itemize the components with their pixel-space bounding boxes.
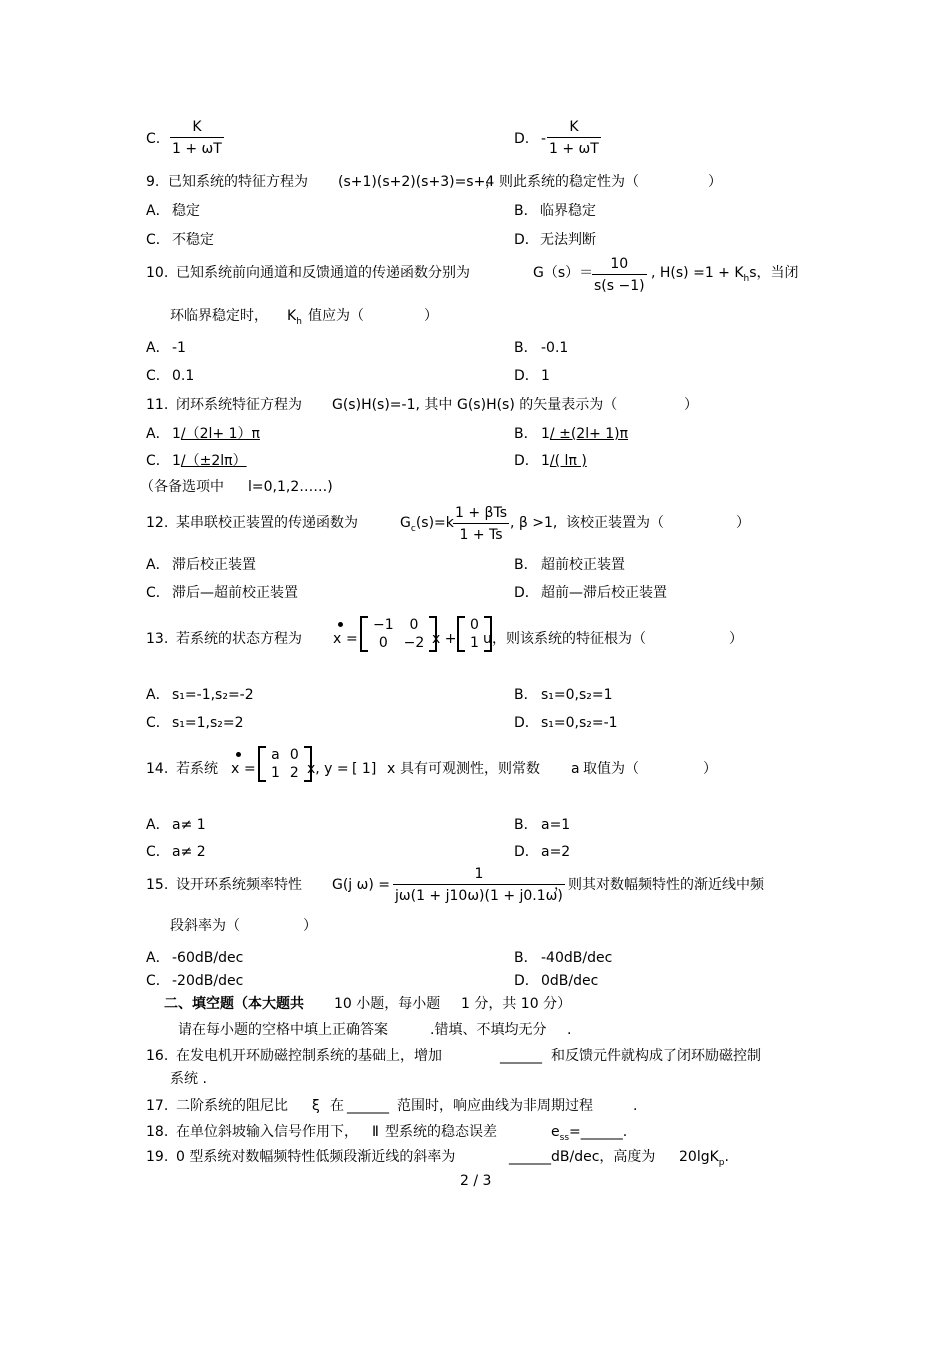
q12-opt-b-text: 超前校正装置 [541, 557, 625, 573]
q12-gc: $G_c(s)=k$ [400, 515, 454, 534]
q13-x: x [333, 631, 342, 647]
q10-opt-c-text: 0.1 [172, 368, 195, 384]
q13-opt-d-text: s₁=0,s₂=-1 [541, 715, 618, 731]
q14-a: a [571, 761, 580, 777]
q15-number: 15. [146, 877, 169, 893]
q16-blank: ______ [500, 1048, 542, 1064]
q11-stem: 闭环系统特征方程为 [176, 397, 302, 413]
q12-condition: , β >1, [510, 515, 558, 531]
q17-number: 17. [146, 1098, 169, 1114]
q13-paren-close: ） [729, 631, 743, 647]
q14-opt-a-label: A． [146, 817, 170, 833]
q11-opt-b-text: 1/ ±(2l+ 1)π [541, 426, 629, 442]
q17-end: . [633, 1098, 638, 1114]
q14-stem-tail: 取值为（ [583, 761, 639, 777]
page-number: 2 / 3 [460, 1173, 492, 1189]
q11-equation: G(s)H(s)=-1, 其中 [332, 397, 453, 413]
q12-opt-a-text: 滞后校正装置 [172, 557, 256, 573]
q14-opt-d-label: D． [514, 844, 539, 860]
q10-opt-a-label: A． [146, 340, 170, 356]
q16-stem-tail: 和反馈元件就构成了闭环励磁控制 [551, 1048, 761, 1064]
q14-x: x [231, 761, 240, 777]
q8-opt-c-denominator: 1 + ωT [170, 137, 224, 157]
q13-opt-c-label: C． [146, 715, 170, 731]
q11-opt-a-label: A． [146, 426, 170, 442]
q9-opt-b-label: B． [514, 203, 538, 219]
section2-title: 二、填空题（本大题共 [164, 996, 304, 1012]
q9-opt-c-label: C． [146, 232, 170, 248]
q19-stem: 0 型系统对数幅频特性低频段渐近线的斜率为 [176, 1149, 456, 1165]
q10-opt-b-label: B． [514, 340, 538, 356]
q9-opt-d-text: 无法判断 [540, 232, 596, 248]
q15-line2: 段斜率为（ [170, 918, 240, 934]
q10-opt-d-label: D． [514, 368, 539, 384]
q18-roman: Ⅱ [372, 1124, 379, 1140]
q15-denominator: jω(1 + j10ω)(1 + j0.1ω) [393, 884, 565, 904]
q13-matrix-a: −1 0 0 −2 [360, 616, 437, 652]
q10-g-fraction [592, 256, 647, 294]
q13-opt-c-text: s₁=1,s₂=2 [172, 715, 244, 731]
q17-stem: 二阶系统的阻尼比 [176, 1098, 288, 1114]
q13-opt-a-label: A． [146, 687, 170, 703]
q10-g-lhs: G（s）＝ [533, 265, 594, 281]
q12-paren-close: ） [736, 515, 750, 531]
q11-opt-c-text: 1/（±2lπ） [172, 453, 247, 469]
q8-opt-c-label: C. [146, 131, 161, 147]
q15-opt-a-text: -60dB/dec [172, 950, 244, 966]
q10-g-numerator: 10 [610, 256, 629, 272]
q11-opt-a-text: 1/（2l+ 1）π [172, 426, 260, 442]
q10-opt-c-label: C． [146, 368, 170, 384]
q8-opt-d-denominator: 1 + ωT [547, 137, 601, 157]
q12-stem: 某串联校正装置的传递函数为 [176, 515, 358, 531]
q8-opt-c-numerator: K [192, 119, 202, 135]
q9-stem-tail: ，则此系统的稳定性为（ [485, 174, 639, 190]
q19-number: 19. [146, 1149, 169, 1165]
q15-opt-c-label: C． [146, 973, 170, 989]
q10-h-part: , $H(s) =1 + K_hs$，当闭 [651, 265, 799, 284]
q14-opt-a-text: a≠ 1 [172, 817, 206, 833]
q17-in: 在 [330, 1098, 344, 1114]
q12-numerator: 1 + βTs [455, 505, 508, 521]
q13-x-plus: x + [432, 631, 457, 647]
q14-opt-c-text: a≠ 2 [172, 844, 206, 860]
q16-line2: 系统 . [170, 1071, 207, 1087]
q15-opt-c-text: -20dB/dec [172, 973, 244, 989]
q11-opt-c-label: C． [146, 453, 170, 469]
q18-ess: $e_{ss}=\_\_\_\_\_\_$. [551, 1124, 628, 1143]
q11-number: 11. [146, 397, 169, 413]
section2-instructions-end: . [567, 1022, 572, 1038]
q12-opt-c-label: C． [146, 585, 170, 601]
q15-numerator: 1 [474, 866, 484, 882]
q16-stem: 在发电机开环励磁控制系统的基础上，增加 [176, 1048, 442, 1064]
q14-paren-close: ） [703, 761, 717, 777]
q8-opt-d-numerator: K [569, 119, 579, 135]
q13-u: u [483, 631, 492, 647]
q15-g: G(j ω) = [332, 877, 391, 893]
q13-opt-b-label: B． [514, 687, 538, 703]
q11-stem-tail: G(s)H(s) 的矢量表示为（ [457, 397, 618, 413]
q10-opt-d-text: 1 [541, 368, 550, 384]
q13-x-dot [338, 622, 343, 627]
q9-stem: 已知系统的特征方程为 [168, 174, 308, 190]
q14-matrix-a: a 0 1 2 [258, 746, 312, 782]
q17-blank: ______ [347, 1098, 389, 1114]
q14-xy: x, y = [307, 761, 349, 777]
q9-opt-c-text: 不稳定 [172, 232, 214, 248]
q11-opt-d-label: D． [514, 453, 539, 469]
q8-opt-c-fraction [170, 119, 224, 157]
q9-opt-a-text: 稳定 [172, 203, 200, 219]
q10-number: 10. [146, 265, 169, 281]
q8-opt-d-label: D. [514, 131, 530, 147]
q12-opt-d-text: 超前—滞后校正装置 [541, 585, 667, 601]
q10-g-denominator: s(s −1) [592, 274, 647, 294]
q8-opt-d-sign: - [541, 131, 547, 147]
q15-stem-tail: ，则其对数幅频特性的渐近线中频 [554, 877, 764, 893]
q14-stem: 若系统 [176, 761, 218, 777]
q17-stem-tail: 范围时，响应曲线为非周期过程 [397, 1098, 593, 1114]
q12-denominator: 1 + Ts [453, 523, 509, 543]
q10-paren-close: ） [424, 308, 438, 324]
q11-note: （各备选项中 [140, 479, 224, 495]
q14-equals: = [244, 761, 256, 777]
section2-title-tail: 1 分，共 10 分） [461, 996, 572, 1012]
q14-opt-b-label: B． [514, 817, 538, 833]
q14-c-row: [ 1] [352, 761, 377, 777]
q18-stem-tail: 型系统的稳态误差 [385, 1124, 497, 1140]
q14-x2: x [387, 761, 396, 777]
q14-x-dot [236, 752, 241, 757]
q15-opt-a-label: A． [146, 950, 170, 966]
q16-number: 16. [146, 1048, 169, 1064]
q13-stem-tail: ，则该系统的特征根为（ [492, 631, 646, 647]
q18-stem: 在单位斜坡输入信号作用下， [176, 1124, 358, 1140]
q9-opt-a-label: A． [146, 203, 170, 219]
q14-opt-d-text: a=2 [541, 844, 571, 860]
q13-matrix-b: 0 1 [457, 616, 492, 652]
q17-xi: ξ [312, 1098, 320, 1114]
q12-number: 12. [146, 515, 169, 531]
q13-number: 13. [146, 631, 169, 647]
q11-paren-close: ） [684, 397, 698, 413]
q9-equation: (s+1)(s+2)(s+3)=s+4 [338, 174, 495, 190]
q15-opt-b-label: B． [514, 950, 538, 966]
q10-line2: 环临界稳定时， [170, 308, 268, 324]
section2-title-mid: 10 小题，每小题 [334, 996, 441, 1012]
q12-opt-d-label: D． [514, 585, 539, 601]
q14-number: 14. [146, 761, 169, 777]
q15-opt-d-label: D． [514, 973, 539, 989]
q10-kh: $K_h$ [287, 308, 302, 327]
q12-opt-a-label: A． [146, 557, 170, 573]
q13-stem: 若系统的状态方程为 [176, 631, 302, 647]
q12-stem-tail: 该校正装置为（ [566, 515, 664, 531]
q11-note-tail: l=0,1,2……) [248, 479, 333, 495]
q15-opt-b-text: -40dB/dec [541, 950, 613, 966]
q14-stem-mid: 具有可观测性，则常数 [400, 761, 540, 777]
q10-line2-tail: 值应为（ [308, 308, 364, 324]
q10-opt-b-text: -0.1 [541, 340, 569, 356]
section2-instructions: 请在每小题的空格中填上正确答案 [178, 1022, 388, 1038]
section2-instructions-mid: .错填、不填均无分 [430, 1022, 547, 1038]
q9-opt-d-label: D． [514, 232, 539, 248]
q9-number: 9. [146, 174, 160, 190]
q15-fraction [393, 866, 565, 904]
q11-opt-b-label: B． [514, 426, 538, 442]
q13-opt-d-label: D． [514, 715, 539, 731]
q9-paren-close: ） [708, 174, 722, 190]
q14-opt-b-text: a=1 [541, 817, 571, 833]
q14-opt-c-label: C． [146, 844, 170, 860]
q18-number: 18. [146, 1124, 169, 1140]
q12-opt-c-text: 滞后—超前校正装置 [172, 585, 298, 601]
q12-opt-b-label: B． [514, 557, 538, 573]
q15-opt-d-text: 0dB/dec [541, 973, 599, 989]
q10-opt-a-text: -1 [172, 340, 186, 356]
q15-paren-close: ） [303, 918, 317, 934]
q12-fraction [453, 505, 509, 543]
q19-blank: ______dB/dec，高度为 [509, 1149, 656, 1165]
q11-opt-d-text: 1/( lπ ) [541, 453, 587, 469]
q13-opt-a-text: s₁=-1,s₂=-2 [172, 687, 254, 703]
q13-equals: = [346, 631, 358, 647]
q9-opt-b-text: 临界稳定 [540, 203, 596, 219]
q10-stem: 已知系统前向通道和反馈通道的传递函数分别为 [176, 265, 470, 281]
q13-opt-b-text: s₁=0,s₂=1 [541, 687, 613, 703]
q8-opt-d-fraction [547, 119, 601, 157]
q15-stem: 设开环系统频率特性 [176, 877, 302, 893]
q19-tail: 20lgK$_p$. [679, 1149, 729, 1168]
